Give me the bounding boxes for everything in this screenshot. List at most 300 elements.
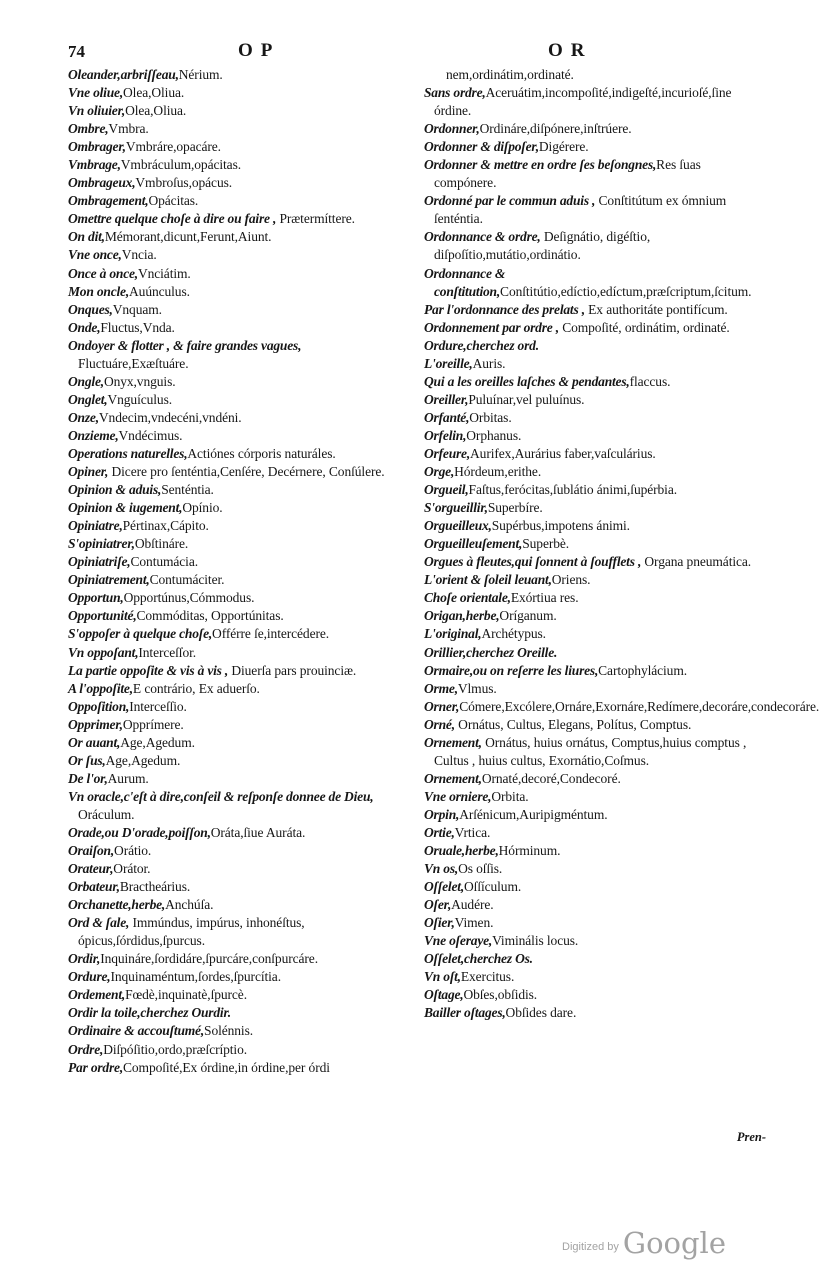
- entry-headword: S'opiniatrer,: [68, 536, 135, 552]
- entry-latin: Superbè.: [522, 536, 570, 552]
- dictionary-entry: [424, 228, 766, 264]
- entry-latin: Arſénicum,Auripigméntum.: [459, 806, 608, 822]
- entry-headword: Orfeure,: [424, 445, 471, 461]
- entry-headword: Vne once,: [68, 247, 122, 263]
- entry-headword: Oreiller,: [424, 391, 469, 407]
- entry-headword: Opprimer,: [68, 716, 123, 732]
- entry-headword: Oſier,: [424, 915, 455, 931]
- entry-latin: Orbita.: [491, 788, 529, 804]
- dictionary-entry: [68, 283, 410, 301]
- dictionary-entry: [68, 102, 410, 120]
- dictionary-entry: [68, 319, 410, 337]
- dictionary-entry: [68, 427, 410, 445]
- entry-headword: Ormaire,ou on reſerre les liures,: [424, 662, 599, 678]
- dictionary-entry: [68, 625, 410, 643]
- entry-headword: Opinion & iugement,: [68, 500, 183, 516]
- entry-headword: Ordonnance & ordre,: [424, 229, 541, 245]
- entry-headword: Onzieme,: [68, 427, 119, 443]
- entry-headword: Vne oſeraye,: [424, 933, 493, 949]
- entry-headword: Par l'ordonnance des prelats ,: [424, 301, 585, 317]
- entry-headword: Orade,ou D'orade,poiſſon,: [68, 824, 211, 840]
- dictionary-entry: [424, 607, 766, 625]
- digitized-watermark: [562, 1226, 726, 1260]
- entry-headword: Orfelin,: [424, 427, 467, 443]
- entry-headword: Oppoſition,: [68, 698, 130, 714]
- entry-headword: Qui a les oreilles laſches & pendantes,: [424, 373, 630, 389]
- entry-headword: S'orgueillir,: [424, 500, 488, 516]
- entry-latin: Viminális locus.: [492, 933, 579, 949]
- entry-headword: Vn os,: [424, 861, 459, 877]
- entry-headword: Ordonner & mettre en ordre ſes beſongnes,: [424, 157, 657, 173]
- dictionary-entry: [424, 734, 766, 770]
- dictionary-entry: [424, 625, 766, 643]
- dictionary-entry: [68, 860, 410, 878]
- dictionary-entry: [68, 499, 410, 517]
- dictionary-entry: [68, 66, 410, 84]
- dictionary-entry: [424, 373, 766, 391]
- entry-latin: Aurifex,Aurárius faber,vaſculárius.: [470, 445, 656, 461]
- entry-latin: Vmbroſus,opácus.: [135, 175, 233, 191]
- entry-headword: L'orient & ſoleil leuant,: [424, 572, 552, 588]
- dictionary-entry: [424, 409, 766, 427]
- dictionary-entry: [68, 842, 410, 860]
- entry-latin: Prætermíttere.: [276, 211, 355, 227]
- entry-headword: Vn oppoſant,: [68, 644, 139, 660]
- entry-latin: Archétypus.: [481, 626, 546, 642]
- entry-headword: Opportun,: [68, 590, 124, 606]
- entry-latin: Fluctuáre,Exæſtuáre.: [78, 355, 189, 371]
- entry-latin: Vmbráre,opacáre.: [125, 139, 221, 155]
- entry-latin: Vrtica.: [454, 824, 491, 840]
- entry-latin: Age,Agedum.: [120, 734, 195, 750]
- watermark-google: Google: [622, 1226, 726, 1260]
- entry-headword: Onglet,: [68, 391, 108, 407]
- entry-headword: Ordir la toile,cherchez Ourdir.: [68, 1005, 231, 1021]
- entry-latin: Audére.: [451, 897, 494, 913]
- dictionary-entry: [424, 716, 766, 734]
- entry-latin: Obſtináre.: [134, 536, 189, 552]
- dictionary-entry: [424, 553, 766, 571]
- entry-latin: nem,ordinátim,ordinaté.: [446, 67, 574, 82]
- dictionary-entry: [424, 698, 820, 716]
- entry-latin: Ornátus, Cultus, Elegans, Polítus, Comptus.: [454, 716, 692, 732]
- entry-headword: Opiniatrement,: [68, 572, 150, 588]
- dictionary-entry: [68, 481, 410, 499]
- dictionary-entry: [68, 571, 410, 589]
- entry-latin: Opácitas.: [148, 193, 199, 209]
- dictionary-entry: [68, 589, 410, 607]
- page-header: [68, 42, 768, 68]
- dictionary-entry: [424, 120, 766, 138]
- dictionary-entry: [68, 878, 410, 896]
- entry-headword: Orgueilleux,: [424, 518, 492, 534]
- entry-headword: Ordonnance & conſtitution,: [424, 265, 506, 299]
- entry-headword: Onze,: [68, 409, 99, 425]
- dictionary-entry: [424, 968, 766, 986]
- entry-latin: Supérbus,impotens ánimi.: [491, 518, 630, 534]
- dictionary-entry: [68, 174, 410, 192]
- dictionary-entry: [68, 986, 410, 1004]
- entry-latin: flaccus.: [629, 373, 671, 389]
- entry-latin: Vnciátim.: [137, 265, 191, 281]
- entry-latin: Oriens.: [551, 572, 591, 588]
- entry-latin: Compoſité,Ex órdine,in órdine,per órdi: [123, 1059, 330, 1075]
- entry-headword: Ordinaire & accouſtumé,: [68, 1023, 205, 1039]
- entry-latin: Auúnculus.: [129, 283, 190, 299]
- entry-headword: L'oreille,: [424, 355, 473, 371]
- dictionary-entry: [68, 968, 410, 986]
- entry-latin: Interceſſor.: [138, 644, 197, 660]
- entry-latin: Res ſuas compónere.: [434, 157, 701, 191]
- dictionary-entry: [68, 1059, 410, 1077]
- entry-latin: Cartophylácium.: [598, 662, 688, 678]
- entry-latin: Vimen.: [454, 915, 494, 931]
- entry-headword: Once à once,: [68, 265, 138, 281]
- entry-headword: Vn oliuier,: [68, 103, 126, 119]
- entry-latin: Vndecim,vndecéni,vndéni.: [98, 409, 242, 425]
- entry-headword: Orgueil,: [424, 482, 469, 498]
- entry-headword: Orgueilleuſement,: [424, 536, 523, 552]
- dictionary-entry: [424, 517, 766, 535]
- entry-latin: Aurum.: [107, 770, 149, 786]
- entry-latin: Aceruátim,incompoſité,indigeſté,incurioſé,ſine órdine.: [434, 85, 732, 119]
- entry-headword: Mon oncle,: [68, 283, 130, 299]
- entry-headword: Ornement,: [424, 734, 482, 750]
- entry-headword: Orateur,: [68, 861, 114, 877]
- dictionary-entry: [68, 84, 410, 102]
- entry-latin: Contumácia.: [130, 554, 198, 570]
- dictionary-entry: [424, 1004, 766, 1022]
- entry-latin: Ordináre,diſpónere,inſtrúere.: [479, 121, 632, 137]
- entry-latin: Cómere,Excólere,Ornáre,Exornáre,Redímere,decoráre,condecoráre.: [459, 698, 820, 714]
- entry-latin: Conſtitútio,edíctio,edíctum,præſcriptum,ſcitum.: [500, 283, 752, 299]
- entry-headword: Ombre,: [68, 121, 109, 137]
- entry-latin: Pértinax,Cápito.: [122, 518, 209, 534]
- entry-headword: Oruale,herbe,: [424, 843, 499, 859]
- entry-headword: Vmbrage,: [68, 157, 121, 173]
- dictionary-entry: [68, 770, 410, 788]
- dictionary-entry: [424, 319, 766, 337]
- entry-headword: Ordonner & diſpoſer,: [424, 139, 539, 155]
- entry-headword: Vn oracle,c'eſt à dire,conſeil & reſponſe donnee de Dieu,: [68, 788, 374, 804]
- dictionary-entry: [424, 391, 766, 409]
- entry-latin: Superbíre.: [487, 500, 543, 516]
- entry-headword: De l'or,: [68, 770, 108, 786]
- entry-headword: Ongle,: [68, 373, 104, 389]
- dictionary-entry: [68, 138, 410, 156]
- entry-headword: Orgues à fleutes,qui ſonnent à ſoufflets ,: [424, 554, 642, 570]
- entry-headword: Ombrageux,: [68, 175, 136, 191]
- dictionary-entry: [68, 553, 410, 571]
- right-column: [424, 66, 820, 1022]
- entry-latin: Compoſité, ordinátim, ordinaté.: [558, 319, 730, 335]
- dictionary-entry: [424, 932, 766, 950]
- entry-latin: Vlmus.: [457, 680, 497, 696]
- dictionary-entry: [424, 445, 766, 463]
- dictionary-entry: [424, 481, 766, 499]
- entry-latin: Inquináre,ſordidáre,ſpurcáre,conſpurcáre.: [100, 951, 318, 967]
- entry-headword: Oſer,: [424, 897, 452, 913]
- entry-latin: Vnquam.: [112, 301, 162, 317]
- entry-headword: Orfanté,: [424, 409, 470, 425]
- dictionary-entry: [68, 337, 410, 373]
- entry-latin: Conſtitútum ex ómnium ſenténtia.: [434, 193, 727, 227]
- entry-headword: Ombragement,: [68, 193, 149, 209]
- entry-latin: Opportúnus,Cómmodus.: [123, 590, 255, 606]
- dictionary-entry: [424, 914, 766, 932]
- dictionary-entry: [68, 824, 410, 842]
- running-head-left: OP: [238, 40, 281, 61]
- entry-headword: Origan,herbe,: [424, 608, 500, 624]
- entry-headword: Ordir,: [68, 951, 101, 967]
- entry-latin: Ornátus, huius ornátus, Comptus,huius comptus , Cultus , huius cultus, Exornátio,Coſmus.: [434, 734, 747, 768]
- entry-latin: Exercitus.: [460, 969, 515, 985]
- entry-headword: Ordure,cherchez ord.: [424, 337, 539, 353]
- page-number: 74: [68, 42, 85, 61]
- entry-latin: Oráta,ſiue Auráta.: [210, 824, 306, 840]
- entry-latin: Onyx,vnguis.: [103, 373, 176, 389]
- entry-latin: Vnguículus.: [107, 391, 173, 407]
- entry-latin: Offérre ſe,intercédere.: [212, 626, 330, 642]
- dictionary-entry: [424, 84, 766, 120]
- entry-headword: Choſe orientale,: [424, 590, 511, 606]
- entry-latin: Actiónes córporis naturáles.: [187, 445, 336, 461]
- dictionary-entry: [424, 192, 766, 228]
- entry-headword: Oſſelet,cherchez Os.: [424, 951, 533, 967]
- entry-headword: Ordonnement par ordre ,: [424, 319, 559, 335]
- entry-headword: Orchanette,herbe,: [68, 897, 166, 913]
- entry-latin: Organa pneumática.: [641, 554, 752, 570]
- running-head-right: OR: [548, 40, 593, 61]
- entry-headword: Opiniatre,: [68, 518, 123, 534]
- entry-latin: Obſides dare.: [505, 1005, 577, 1021]
- entry-latin: Bractheárius.: [119, 879, 191, 895]
- entry-headword: Orge,: [424, 464, 455, 480]
- dictionary-entry: [68, 734, 410, 752]
- entry-headword: Oſſelet,: [424, 879, 465, 895]
- entry-headword: On dit,: [68, 229, 105, 245]
- entry-latin: Diuerſa pars prouinciæ.: [228, 662, 357, 678]
- dictionary-entry: [424, 644, 766, 662]
- dictionary-entry: [424, 770, 766, 788]
- dictionary-entry: [68, 1041, 410, 1059]
- entry-latin: Auris.: [472, 355, 506, 371]
- dictionary-entry: [424, 950, 766, 968]
- entry-headword: Par ordre,: [68, 1059, 123, 1075]
- watermark-prefix: Digitized by: [562, 1241, 619, 1253]
- entry-latin: Solénnis.: [204, 1023, 254, 1039]
- entry-headword: Oſtage,: [424, 987, 464, 1003]
- dictionary-entry: [424, 156, 766, 192]
- entry-latin: Ornaté,decoré,Condecoré.: [481, 770, 621, 786]
- dictionary-entry: [68, 210, 410, 228]
- dictionary-entry: [424, 824, 766, 842]
- entry-headword: Opportunité,: [68, 608, 137, 624]
- dictionary-entry: [68, 535, 410, 553]
- entry-headword: Onques,: [68, 301, 113, 317]
- dictionary-entry: [424, 806, 766, 824]
- entry-headword: Ordre,: [68, 1041, 104, 1057]
- dictionary-entry: [424, 355, 766, 373]
- entry-headword: Orner,: [424, 698, 460, 714]
- dictionary-entry: [68, 788, 410, 824]
- entry-headword: Orné,: [424, 716, 455, 732]
- dictionary-entry: [68, 156, 410, 174]
- dictionary-entry: [424, 265, 766, 301]
- entry-latin: Vmbra.: [108, 121, 149, 137]
- entry-headword: L'original,: [424, 626, 482, 642]
- dictionary-entry: [424, 138, 766, 156]
- dictionary-entry: [68, 391, 410, 409]
- dictionary-entry: [424, 301, 766, 319]
- left-column: [68, 66, 410, 1077]
- entry-headword: Oraiſon,: [68, 843, 115, 859]
- entry-headword: Orme,: [424, 680, 458, 696]
- entry-headword: Vn oſt,: [424, 969, 461, 985]
- entry-headword: Sans ordre,: [424, 85, 486, 101]
- entry-headword: Ordement,: [68, 987, 126, 1003]
- entry-latin: Oráculum.: [78, 806, 135, 822]
- dictionary-entry: [424, 66, 766, 84]
- entry-headword: Orbateur,: [68, 879, 120, 895]
- entry-latin: Commóditas, Opportúnitas.: [136, 608, 284, 624]
- entry-latin: Mémorant,dicunt,Ferunt,Aiunt.: [104, 229, 272, 245]
- dictionary-entry: [424, 499, 766, 517]
- entry-latin: Oſſículum.: [464, 879, 522, 895]
- dictionary-entry: [68, 409, 410, 427]
- entry-latin: Ex authoritáte pontifícum.: [584, 301, 728, 317]
- dictionary-entry: [424, 571, 766, 589]
- entry-headword: Bailler oſtages,: [424, 1005, 506, 1021]
- entry-headword: Vne oliue,: [68, 85, 124, 101]
- entry-latin: Orphanus.: [466, 427, 522, 443]
- catchword: Pren-: [736, 1130, 766, 1144]
- dictionary-entry: [68, 373, 410, 391]
- entry-headword: Orillier,cherchez Oreille.: [424, 644, 558, 660]
- entry-latin: Hórdeum,erithe.: [454, 464, 542, 480]
- entry-latin: Digérere.: [538, 139, 589, 155]
- dictionary-entry: [68, 698, 410, 716]
- entry-latin: Puluínar,vel puluínus.: [468, 391, 585, 407]
- dictionary-entry: [424, 662, 766, 680]
- entry-headword: Or ſus,: [68, 752, 106, 768]
- entry-latin: Obſes,obſidis.: [463, 987, 538, 1003]
- entry-headword: Opinion & aduis,: [68, 482, 162, 498]
- dictionary-entry: [68, 1004, 410, 1022]
- entry-headword: Orpin,: [424, 806, 460, 822]
- entry-latin: Orbitas.: [469, 409, 512, 425]
- dictionary-entry: [68, 644, 410, 662]
- dictionary-entry: [68, 246, 410, 264]
- entry-latin: Exórtiua res.: [510, 590, 579, 606]
- entry-headword: Ondoyer & flotter , & faire grandes vagues,: [68, 337, 302, 353]
- entry-latin: Faſtus,ferócitas,ſublátio ánimi,ſupérbia.: [468, 482, 678, 498]
- entry-headword: Ordure,: [68, 969, 111, 985]
- dictionary-entry: [424, 680, 766, 698]
- dictionary-entry: [68, 680, 410, 698]
- dictionary-entry: [424, 427, 766, 445]
- entry-latin: Age,Agedum.: [105, 752, 181, 768]
- dictionary-entry: [68, 265, 410, 283]
- entry-headword: Or auant,: [68, 734, 121, 750]
- entry-latin: Olea,Oliua.: [123, 85, 185, 101]
- dictionary-entry: [68, 752, 410, 770]
- entry-latin: Hórminum.: [498, 843, 561, 859]
- entry-latin: Fluctus,Vnda.: [100, 319, 175, 335]
- entry-headword: La partie oppoſite & vis à vis ,: [68, 662, 229, 678]
- entry-latin: Senténtia.: [161, 482, 214, 498]
- dictionary-entry: [68, 914, 410, 950]
- dictionary-entry: [68, 517, 410, 535]
- entry-headword: Ordonné par le commun aduis ,: [424, 193, 596, 209]
- dictionary-entry: [68, 445, 410, 463]
- entry-headword: Vne orniere,: [424, 788, 492, 804]
- entry-headword: Ornement,: [424, 770, 482, 786]
- entry-latin: Vndécimus.: [118, 427, 183, 443]
- entry-latin: Immúndus, impúrus, inhonéſtus, ópicus,ſórdidus,ſpurcus.: [78, 915, 305, 949]
- entry-latin: Anchúſa.: [165, 897, 214, 913]
- entry-headword: Opiner,: [68, 464, 109, 480]
- entry-latin: Vncia.: [121, 247, 157, 263]
- entry-headword: Ortie,: [424, 824, 455, 840]
- dictionary-entry: [424, 535, 766, 553]
- dictionary-entry: [68, 301, 410, 319]
- entry-latin: Interceſſio.: [129, 698, 187, 714]
- entry-headword: Operations naturelles,: [68, 445, 188, 461]
- dictionary-entry: [68, 662, 410, 680]
- dictionary-entry: [68, 950, 410, 968]
- entry-headword: Oleander,arbriſſeau,: [68, 67, 179, 82]
- entry-headword: Ordonner,: [424, 121, 480, 137]
- entry-headword: Opiniatriſe,: [68, 554, 131, 570]
- entry-headword: Omettre quelque choſe à dire ou faire ,: [68, 211, 277, 227]
- entry-headword: Ombrager,: [68, 139, 126, 155]
- dictionary-entry: [424, 463, 766, 481]
- dictionary-entry: [68, 1022, 410, 1040]
- dictionary-entry: [424, 986, 766, 1004]
- entry-headword: Ord & ſale,: [68, 915, 130, 931]
- dictionary-entry: [68, 716, 410, 734]
- entry-headword: Onde,: [68, 319, 101, 335]
- entry-latin: Vmbráculum,opácitas.: [120, 157, 241, 173]
- dictionary-entry: [68, 607, 410, 625]
- entry-latin: Opprímere.: [122, 716, 184, 732]
- dictionary-entry: [68, 228, 410, 246]
- entry-latin: Oríganum.: [499, 608, 557, 624]
- entry-latin: Deſignátio, digéſtio, diſpoſítio,mutátio,ordinátio.: [434, 229, 651, 263]
- entry-headword: S'oppoſer à quelque choſe,: [68, 626, 213, 642]
- dictionary-entry: [424, 896, 766, 914]
- entry-latin: Orátor.: [113, 861, 151, 877]
- dictionary-entry: [424, 589, 766, 607]
- entry-latin: Os oſſis.: [458, 861, 503, 877]
- dictionary-entry: [68, 463, 410, 481]
- dictionary-entry: [424, 788, 766, 806]
- entry-latin: Contumáciter.: [149, 572, 225, 588]
- dictionary-entry: [424, 842, 766, 860]
- dictionary-entry: [424, 878, 766, 896]
- entry-latin: Olea,Oliua.: [125, 103, 187, 119]
- entry-latin: Diſpóſitio,ordo,præſcríptio.: [103, 1041, 248, 1057]
- entry-latin: Fœdè,inquinatè,ſpurcè.: [125, 987, 247, 1003]
- entry-latin: Dicere pro ſenténtia,Cenſére, Decérnere, Conſúlere.: [108, 464, 385, 480]
- entry-latin: Inquinaméntum,ſordes,ſpurcítia.: [110, 969, 281, 985]
- dictionary-entry: [68, 192, 410, 210]
- entry-latin: Opínio.: [182, 500, 223, 516]
- dictionary-entry: [424, 860, 766, 878]
- entry-latin: E contrário, Ex aduerſo.: [132, 680, 260, 696]
- entry-latin: Orátio.: [114, 843, 152, 859]
